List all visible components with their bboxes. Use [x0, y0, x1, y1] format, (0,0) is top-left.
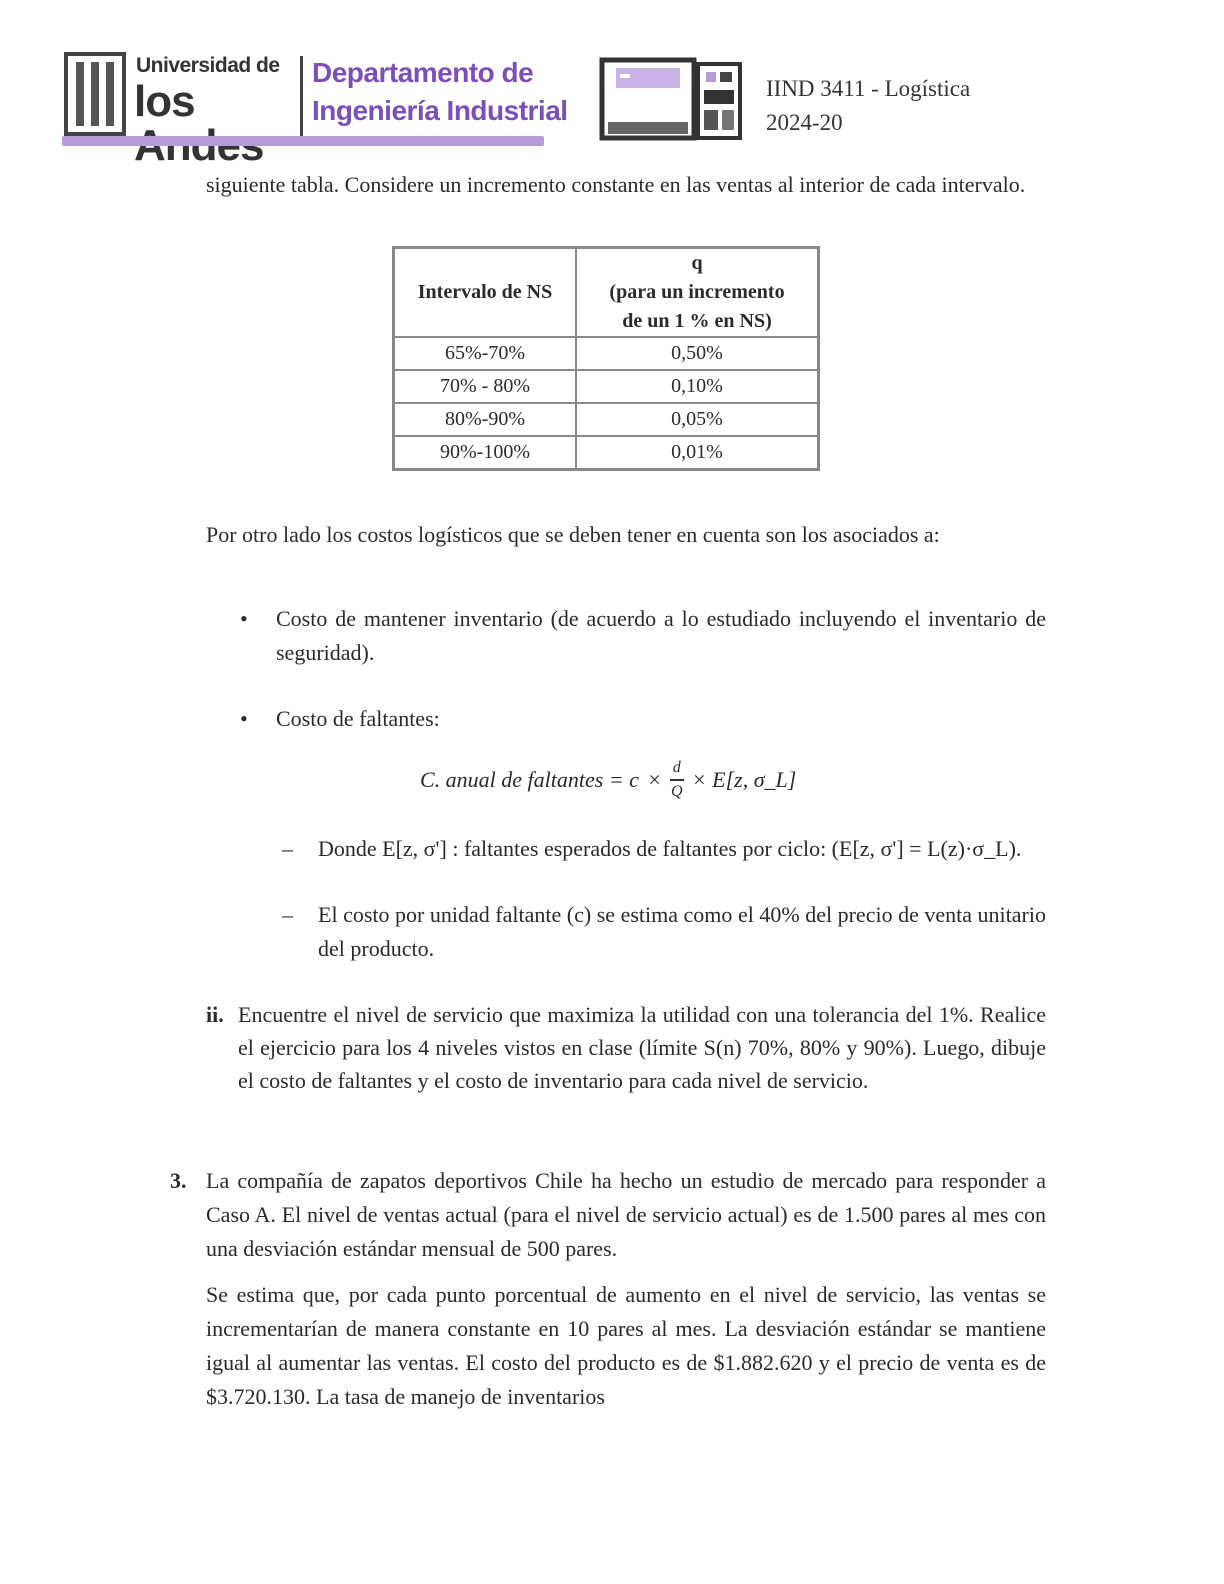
table-cell-interval: 80%-90% [394, 403, 577, 436]
course-title: IIND 3411 - Logística [766, 76, 971, 101]
question-marker: 3. [170, 1168, 187, 1193]
bullet-marker: • [240, 706, 248, 731]
table-header-q-line2: (para un incremento [609, 281, 785, 303]
table-header-q-line3: de un 1 % en NS) [622, 310, 772, 332]
page-header [62, 48, 1062, 158]
table-header-row [394, 248, 819, 338]
table-cell-value: 0,05% [576, 403, 819, 436]
formula-fraction-denominator: Q [671, 783, 683, 800]
bullet-marker: • [240, 606, 248, 631]
table-cell-value: 0,01% [576, 436, 819, 470]
table-row [394, 370, 819, 403]
sub-bullet-marker: – [282, 836, 293, 861]
table-row [394, 436, 819, 470]
logo-divider [300, 56, 303, 138]
header-accent-bar [62, 136, 544, 146]
bullet-text: Costo de mantener inventario (de acuerdo a lo estudiado incluyendo el inventario de seguridad). [276, 606, 1046, 665]
sub-bullet-marker: – [282, 902, 293, 927]
table-row [394, 337, 819, 370]
university-name-line1: Universidad de [136, 54, 280, 77]
sub-bullet-text: Donde E[z, σ'] : faltantes esperados de faltantes por ciclo: (E[z, σ'] = L(z)·σ_L). [318, 836, 1022, 861]
formula-fraction-numerator: d [672, 759, 681, 776]
department-name [312, 54, 568, 130]
table-cell-value: 0,50% [576, 337, 819, 370]
service-level-table [392, 246, 820, 471]
table-cell-interval: 65%-70% [394, 337, 577, 370]
bullet-text: Costo de faltantes: [276, 706, 440, 731]
intro-text: siguiente tabla. Considere un incremento constante en las ventas al interior de cada intervalo. [206, 172, 1026, 197]
table-header-q [576, 248, 819, 338]
table-cell-interval: 90%-100% [394, 436, 577, 470]
course-logo-icon [598, 54, 746, 144]
logistics-costs-intro: Por otro lado los costos logísticos que se deben tener en cuenta son los asociados a: [206, 522, 940, 547]
table-header-q-line1: q [691, 252, 703, 274]
university-logo [62, 48, 292, 140]
formula-lhs: C. anual de faltantes = c [420, 767, 639, 792]
formula-rhs: × E[z, σ_L] [691, 767, 797, 792]
formula-fraction [670, 758, 684, 802]
formula-fraction-bar [670, 779, 684, 781]
shortage-cost-formula [420, 758, 796, 802]
university-name-line2: los [134, 77, 195, 126]
university-crest-icon [64, 52, 126, 136]
table-row [394, 403, 819, 436]
department-line1: Departamento de [312, 57, 534, 88]
sub-bullet-text: El costo por unidad faltante (c) se estima como el 40% del precio de venta unitario del producto. [318, 902, 1046, 961]
item-marker: ii. [206, 1002, 224, 1027]
formula-times: × [646, 767, 662, 792]
table-cell-interval: 70% - 80% [394, 370, 577, 403]
table-header-interval: Intervalo de NS [394, 248, 577, 338]
question-3-paragraph-2: Se estima que, por cada punto porcentual de aumento en el nivel de servicio, las ventas se incrementarían de manera constante en 10 pares al mes. La desviación estándar se mantiene igual al aumentar las ventas. El costo del producto es de $1.882.620 y el precio de venta es de $3.720.130. La tasa de manejo de inventarios [206, 1282, 1046, 1409]
course-term: 2024-20 [766, 110, 843, 135]
table-cell-value: 0,10% [576, 370, 819, 403]
item-text: Encuentre el nivel de servicio que maximiza la utilidad con una tolerancia del 1%. Realice el ejercicio para los 4 niveles vistos en clase (límite S(n) 70%, 80% y 90%). Luego, dibuje el costo de faltantes y el costo de inventario para cada nivel de servicio. [238, 1002, 1046, 1093]
course-code [766, 72, 970, 140]
question-text: La compañía de zapatos deportivos Chile ha hecho un estudio de mercado para responder a Caso A. El nivel de ventas actual (para el nivel de servicio actual) es de 1.500 pares al mes con una desviación estándar mensual de 500 pares. [206, 1168, 1046, 1261]
department-line2: Ingeniería Industrial [312, 95, 568, 126]
intro-paragraph [206, 168, 1046, 201]
